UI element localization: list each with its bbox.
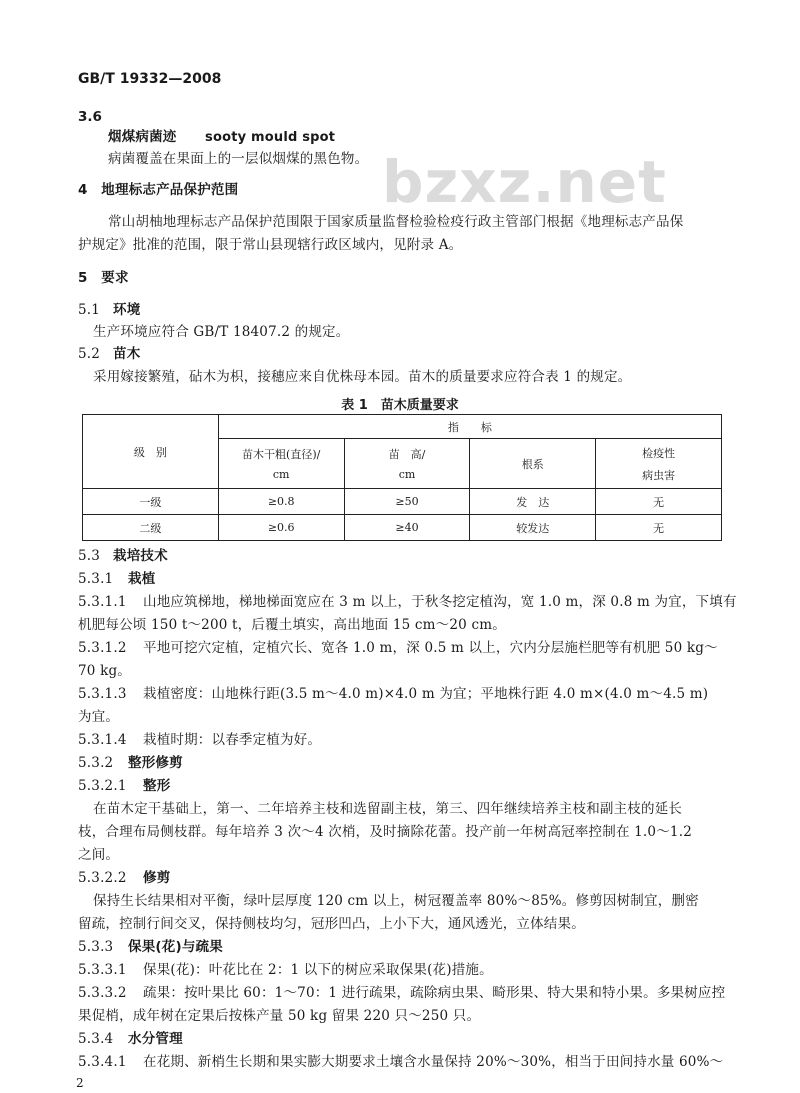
clause-number-5-3: 5.3 bbox=[78, 548, 101, 564]
clause-number-5-3-3-1: 5.3.3.1 bbox=[78, 962, 127, 978]
clause-title-5-3-2-2: 修剪 bbox=[143, 870, 171, 886]
header-root: 根系 bbox=[470, 439, 596, 489]
header-height-line-2: cm bbox=[398, 468, 416, 481]
clause-text-5-3-1-2-line-2: 70 kg。 bbox=[78, 663, 131, 679]
clause-number-5-3-1-3: 5.3.1.3 bbox=[78, 686, 127, 702]
table-row bbox=[83, 515, 722, 541]
header-indicator: 指 标 bbox=[218, 415, 721, 439]
term-en: sooty mould spot bbox=[205, 130, 336, 145]
header-pest bbox=[596, 439, 722, 489]
clause-title-5-3-2-1: 整形 bbox=[143, 778, 171, 794]
clause-number-5-3-4: 5.3.4 bbox=[78, 1031, 114, 1047]
header-height-line-1: 苗 高/ bbox=[388, 448, 426, 461]
clause-number-5-3-2: 5.3.2 bbox=[78, 755, 114, 771]
header-pest-line-2: 病虫害 bbox=[642, 468, 676, 482]
cell-grade: 一级 bbox=[83, 489, 219, 515]
clause-title-5-3-2: 整形修剪 bbox=[128, 755, 183, 771]
clause-number-3-6: 3.6 bbox=[78, 109, 102, 125]
clause-title-5-3-1: 栽植 bbox=[128, 571, 156, 587]
cell-grade: 二级 bbox=[83, 515, 219, 541]
standard-code: GB/T 19332—2008 bbox=[78, 71, 222, 87]
clause-text-5-3-3-2-line-2: 果促梢，成年树在定果后按株产量 50 kg 留果 220 只～250 只。 bbox=[78, 1008, 481, 1024]
header-diameter-line-2: cm bbox=[272, 468, 290, 481]
clause-title-5-2: 苗木 bbox=[113, 346, 141, 362]
header-diameter-line-1: 苗木干粗(直径)/ bbox=[242, 448, 321, 461]
heading-5: 5 要求 bbox=[78, 270, 129, 286]
clause-number-5-3-1-2: 5.3.1.2 bbox=[78, 640, 127, 656]
cell-root: 发 达 bbox=[470, 489, 596, 515]
clause-text-5-3-1-3-line-1: 栽植密度：山地株行距(3.5 m～4.0 m)×4.0 m 为宜；平地株行距 4.0 m×(4.0 m～4.5 m) bbox=[143, 686, 709, 702]
clause-text-5-3-2-1-line-3: 之间。 bbox=[78, 847, 120, 863]
clause-text-5-3-3-1: 保果(花)：叶花比在 2：1 以下的树应采取保果(花)措施。 bbox=[143, 962, 493, 978]
table-caption: 表 1 苗木质量要求 bbox=[341, 398, 459, 413]
table-row bbox=[83, 489, 722, 515]
clause-text-5-1: 生产环境应符合 GB/T 18407.2 的规定。 bbox=[93, 324, 350, 340]
clause-text-5-3-4-1-line-1: 在花期、新梢生长期和果实膨大期要求土壤含水量保持 20%～30%，相当于田间持水量 60%～ bbox=[143, 1054, 724, 1070]
heading-4: 4 地理标志产品保护范围 bbox=[78, 182, 239, 198]
cell-diameter: ≥0.8 bbox=[218, 489, 344, 515]
header-diameter bbox=[218, 439, 344, 489]
clause-text-5-3-1-1-line-2: 机肥每公顷 150 t～200 t，后覆土填实，高出地面 15 cm～20 cm。 bbox=[78, 617, 506, 633]
clause-title-5-3: 栽培技术 bbox=[113, 548, 168, 564]
clause-text-5-3-1-4: 栽植时期：以春季定植为好。 bbox=[143, 732, 322, 748]
page-number: 2 bbox=[76, 1076, 84, 1090]
clause-number-5-3-2-1: 5.3.2.1 bbox=[78, 778, 127, 794]
cell-pest: 无 bbox=[596, 515, 722, 541]
clause-text-5-3-2-1-line-1: 在苗木定干基础上，第一、二年培养主枝和选留副主枝，第三、四年继续培养主枝和副主枝的延长 bbox=[93, 801, 683, 817]
clause-number-5-2: 5.2 bbox=[78, 346, 101, 362]
cell-height: ≥40 bbox=[344, 515, 470, 541]
header-pest-line-1: 检疫性 bbox=[642, 446, 676, 460]
clause-number-5-3-1-4: 5.3.1.4 bbox=[78, 732, 127, 748]
clause-title-5-3-3: 保果(花)与疏果 bbox=[128, 939, 223, 955]
cell-pest: 无 bbox=[596, 489, 722, 515]
term-cn: 烟煤病菌迹 bbox=[108, 129, 177, 145]
clause-text-5-3-2-1-line-2: 枝，合理布局侧枝群。每年培养 3 次～4 次梢，及时摘除花蕾。投产前一年树高冠率控制在 1.0～1.2 bbox=[78, 824, 692, 840]
clause-number-5-3-1: 5.3.1 bbox=[78, 571, 114, 587]
term-definition: 病菌覆盖在果面上的一层似烟煤的黑色物。 bbox=[108, 151, 369, 167]
clause-text-5-3-2-2-line-1: 保持生长结果相对平衡，绿叶层厚度 120 cm 以上，树冠覆盖率 80%～85%。修剪因树制宜，删密 bbox=[93, 893, 699, 909]
clause-text-5-3-1-2-line-1: 平地可挖穴定植，定植穴长、宽各 1.0 m，深 0.5 m 以上，穴内分层施栏肥等有机肥 50 kg～ bbox=[143, 640, 718, 656]
cell-diameter: ≥0.6 bbox=[218, 515, 344, 541]
watermark: bzxz.net bbox=[382, 148, 667, 216]
seedling-quality-table bbox=[82, 414, 722, 541]
header-height bbox=[344, 439, 470, 489]
header-grade: 级 别 bbox=[83, 415, 219, 489]
clause-text-5-3-1-1-line-1: 山地应筑梯地，梯地梯面宽应在 3 m 以上，于秋冬挖定植沟，宽 1.0 m，深 0.8 m 为宜，下填有 bbox=[143, 594, 737, 610]
clause-number-5-3-1-1: 5.3.1.1 bbox=[78, 594, 127, 610]
para-4-line-2: 护规定》批准的范围，限于常山县现辖行政区域内，见附录 A。 bbox=[78, 237, 463, 253]
clause-title-5-3-4: 水分管理 bbox=[128, 1031, 183, 1047]
clause-text-5-3-1-3-line-2: 为宜。 bbox=[78, 709, 120, 725]
clause-text-5-2: 采用嫁接繁殖，砧木为枳，接穗应来自优株母本园。苗木的质量要求应符合表 1 的规定。 bbox=[93, 369, 632, 385]
clause-title-5-1: 环境 bbox=[113, 302, 141, 318]
cell-root: 较发达 bbox=[470, 515, 596, 541]
clause-number-5-3-2-2: 5.3.2.2 bbox=[78, 870, 127, 886]
cell-height: ≥50 bbox=[344, 489, 470, 515]
clause-number-5-3-4-1: 5.3.4.1 bbox=[78, 1054, 127, 1070]
clause-text-5-3-3-2-line-1: 疏果：按叶果比 60：1～70：1 进行疏果，疏除病虫果、畸形果、特大果和特小果。多果树应控 bbox=[143, 985, 726, 1001]
clause-number-5-3-3: 5.3.3 bbox=[78, 939, 114, 955]
clause-number-5-1: 5.1 bbox=[78, 302, 101, 318]
clause-number-5-3-3-2: 5.3.3.2 bbox=[78, 985, 127, 1001]
para-4-line-1: 常山胡柚地理标志产品保护范围限于国家质量监督检验检疫行政主管部门根据《地理标志产品保 bbox=[108, 214, 684, 230]
clause-text-5-3-2-2-line-2: 留疏，控制行间交叉，保持侧枝均匀，冠形凹凸，上小下大，通风透光，立体结果。 bbox=[78, 916, 585, 932]
